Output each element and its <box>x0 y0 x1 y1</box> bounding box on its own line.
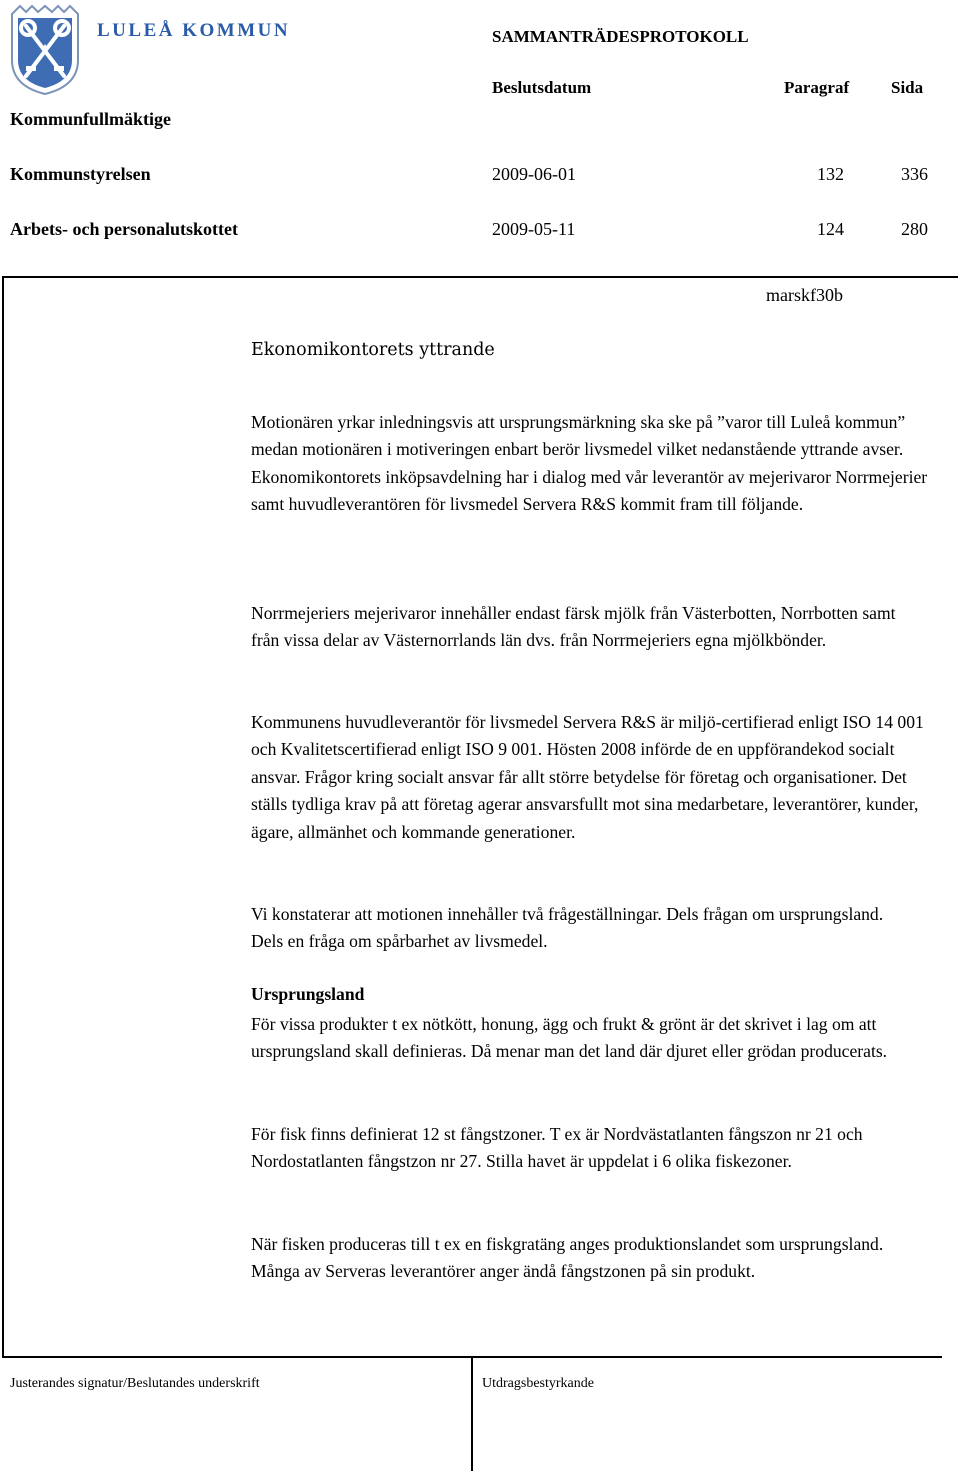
municipality-coat-of-arms-icon <box>8 4 82 96</box>
paragraph-3-text: Kommunens huvudleverantör för livsmedel Servera R&S är miljö-certifierad enligt ISO 14 001 och Kvalitetscertifierad enligt ISO 9 001. Hösten 2008 införde de en uppförandekod socialt ansvar. Frågor kring socialt ansvar får allt större betydelse för företag och organisationer. Det ställs tydliga krav på att företag agerar ansvarsfullt mot sina medarbetare, leverantörer, kunder, ägare, allmänhet och kommande generationer. <box>251 712 924 842</box>
subsection-paragraph-3-text: När fisken produceras till t ex en fiskgratäng anges produktionslandet som ursprungsland. Många av Serveras leverantörer anger ändå fångstzonen på sin produkt. <box>251 1234 884 1282</box>
row-page-2: 280 <box>901 219 928 239</box>
subsection-paragraph-1 <box>251 1011 901 1066</box>
row-body-1: Kommunstyrelsen <box>10 164 151 184</box>
extract-certification-label: Utdragsbestyrkande <box>482 1376 594 1391</box>
row-body-2: Arbets- och personalutskottet <box>10 219 238 239</box>
subsection-heading: Ursprungsland <box>251 984 365 1004</box>
paragraph-2-text: Norrmejeriers mejerivaror innehåller endast färsk mjölk från Västerbotten, Norrbotten samt från vissa delar av Västernorrlands län dvs. från Norrmejeriers egna mjölkbönder. <box>251 603 896 651</box>
signature-label: Justerandes signatur/Beslutandes underskrift <box>10 1376 260 1391</box>
document-reference: marskf30b <box>766 285 843 305</box>
row-date-2: 2009-05-11 <box>492 219 576 239</box>
row-page-1: 336 <box>901 164 928 184</box>
subsection-paragraph-2 <box>251 1121 901 1176</box>
frame-left-border <box>2 278 4 1358</box>
paragraph-1-text: Motionären yrkar inledningsvis att ursprungsmärkning ska ske på ”varor till Luleå kommun” medan motionären i motiveringen enbart berör livsmedel vilket nedanstående yttrande avser. Ekonomikontorets inköpsavdelning har i dialog med vår leverantör av mejerivaror Norrmejerier samt huvudleverantören för livsmedel Servera R&S kommit fram till följande. <box>251 412 928 515</box>
paragraph-2 <box>251 600 901 655</box>
row-paragraph-2: 124 <box>817 219 844 239</box>
subsection-paragraph-1-text: För vissa produkter t ex nötkött, honung, ägg och frukt & grönt är det skrivet i lag om att ursprungsland skall definieras. Då menar man det land där djuret eller grödan producerats. <box>251 1014 888 1062</box>
section-title: Ekonomikontorets yttrande <box>251 340 495 360</box>
organization-name: LULEÅ KOMMUN <box>97 20 291 41</box>
subsection-paragraph-3 <box>251 1231 901 1286</box>
document-type: SAMMANTRÄDESPROTOKOLL <box>492 27 749 46</box>
paragraph-3 <box>251 709 931 846</box>
column-header-date: Beslutsdatum <box>492 78 592 97</box>
row-paragraph-1: 132 <box>817 164 844 184</box>
column-header-paragraph: Paragraf <box>784 78 850 97</box>
column-header-page: Sida <box>891 78 924 97</box>
paragraph-1 <box>251 409 931 519</box>
governing-body-main: Kommunfullmäktige <box>10 109 172 129</box>
footer-divider <box>471 1358 473 1471</box>
row-date-1: 2009-06-01 <box>492 164 576 184</box>
paragraph-4-text: Vi konstaterar att motionen innehåller två frågeställningar. Dels frågan om ursprungsland. Dels en fråga om spårbarhet av livsmedel. <box>251 904 884 952</box>
subsection-paragraph-2-text: För fisk finns definierat 12 st fångstzoner. T ex är Nordvästatlanten fångszon nr 21 och Nordostatlanten fångstzon nr 27. Stilla havet är uppdelat i 6 olika fiskezoner. <box>251 1124 863 1172</box>
paragraph-4 <box>251 901 901 956</box>
frame-top-border <box>2 276 958 278</box>
